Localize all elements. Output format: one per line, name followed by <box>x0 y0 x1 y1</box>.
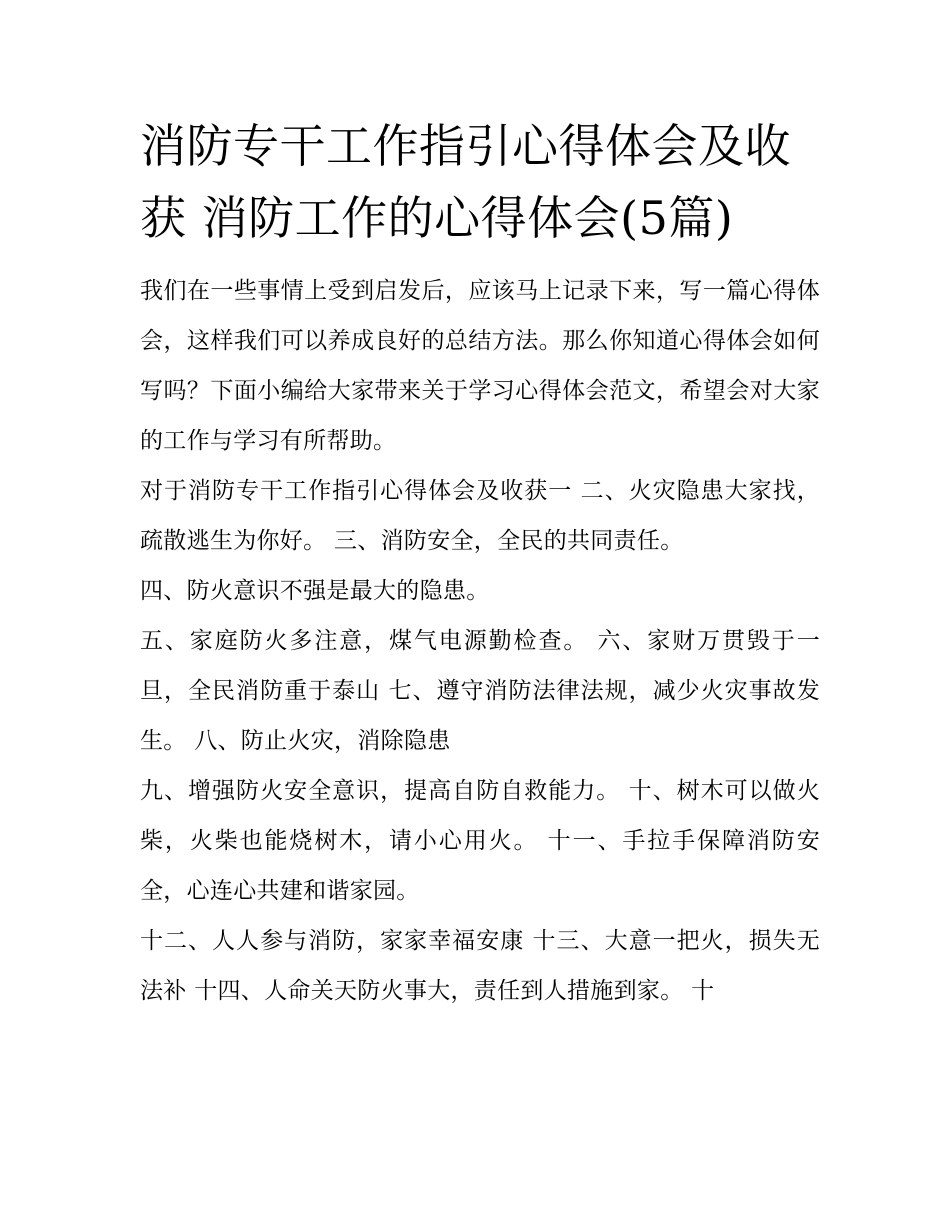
intro-paragraph: 我们在一些事情上受到启发后，应该马上记录下来，写一篇心得体会，这样我们可以养成良好的总结方法。那么你知道心得体会如何写吗？下面小编给大家带来关于学习心得体会范文，希望会对大家的工作与学习有所帮助。 <box>140 278 820 454</box>
document-page <box>140 110 820 1016</box>
body-paragraph-1: 对于消防专干工作指引心得体会及收获一 二、火灾隐患大家找，疏散逃生为你好。 三、消防安全，全民的共同责任。 <box>140 478 820 554</box>
body-paragraph-2: 四、防火意识不强是最大的隐患。 <box>140 578 490 604</box>
body-paragraph-4: 九、增强防火安全意识，提高自防自救能力。 十、树木可以做火柴，火柴也能烧树木，请小心用火。 十一、手拉手保障消防安全，心连心共建和谐家园。 <box>140 778 820 904</box>
body-paragraph-5: 十二、人人参与消防，家家幸福安康 十三、大意一把火，损失无法补 十四、人命关天防火事大，责任到人措施到家。 十 <box>140 928 820 1004</box>
body-paragraph-3: 五、家庭防火多注意，煤气电源勤检查。 六、家财万贯毁于一旦，全民消防重于泰山 七、遵守消防法律法规，减少火灾事故发生。 八、防止火灾，消除隐患 <box>140 628 820 754</box>
document-title: 消防专干工作指引心得体会及收获 消防工作的心得体会(5篇) <box>140 119 791 245</box>
